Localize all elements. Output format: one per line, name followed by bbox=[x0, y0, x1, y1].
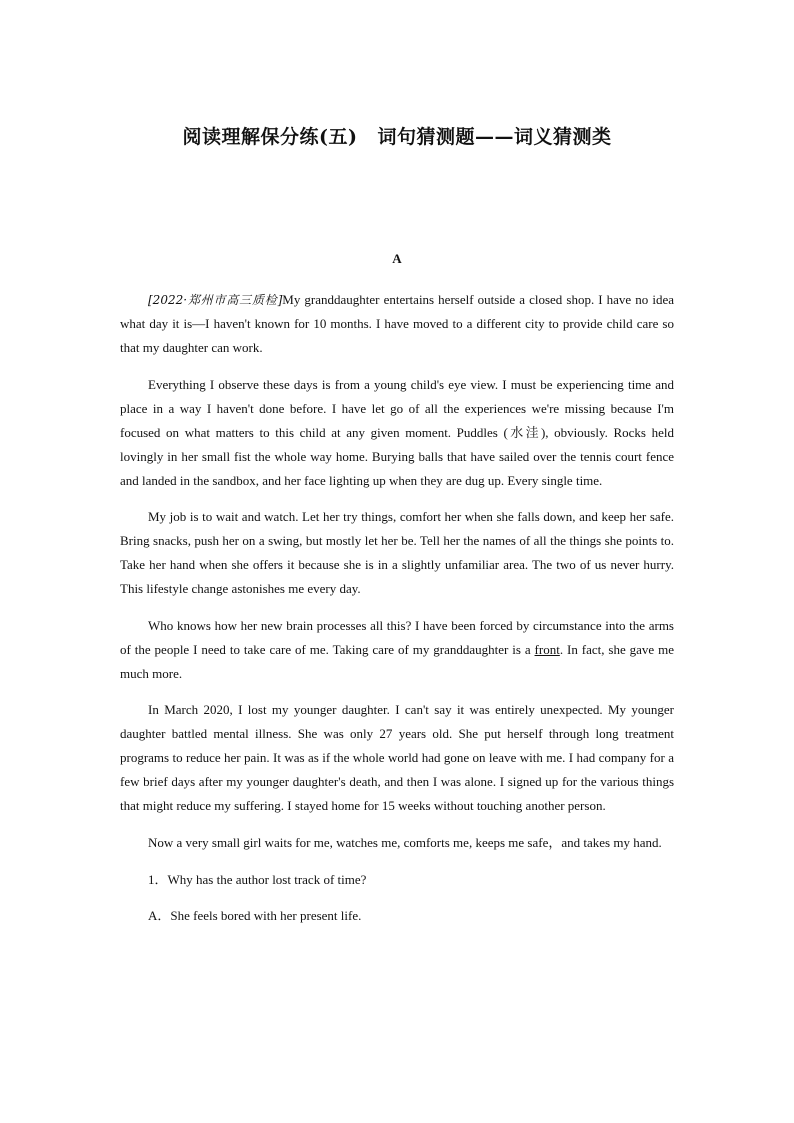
paragraph-3: My job is to wait and watch. Let her try things, comfort her when she falls down, and keep her safe. Bring snacks, push her on a swing, but mostly let her be. Tell her the names of all the things she points to. Take her hand when she offers it because she is in a slightly unfamiliar area. The two of us never hurry. This lifestyle change astonishes me every day. bbox=[120, 509, 674, 597]
paragraph-2: Everything I observe these days is from a young child's eye view. I must be experiencing time and place in a way I haven't done before. I have let go of all the experiences we're missing because I'm focused on what matters to this child at any given moment. Puddles (水洼), obviously. Rocks held lovingly in her small fist the whole way home. Burying balls that have sailed over the tennis court fence and landed in the sandbox, and her face lighting up when they are dug up. Every single time. bbox=[120, 376, 674, 488]
underlined-word: front bbox=[534, 641, 560, 657]
question-1: 1．Why has the author lost track of time? bbox=[148, 871, 367, 887]
paragraph-4 bbox=[120, 614, 674, 686]
page-title bbox=[0, 122, 794, 149]
option-a: A．She feels bored with her present life. bbox=[148, 908, 362, 924]
title-part-2: 词句猜测题——词义猜测类 bbox=[377, 126, 612, 148]
paragraph-5: In March 2020, I lost my younger daughter. I can't say it was entirely unexpected. My younger daughter battled mental illness. She was only 27 years old. She put herself through long treatment programs to reduce her pain. It was as if the whole world had gone on leave with me. I had company for a few brief days after my younger daughter's death, and then I was alone. I signed up for the various things that might reduce my suffering. I stayed home for 15 weeks without touching another person. bbox=[120, 702, 674, 814]
paragraph-4-text-after: . In fact, she gave me much more. bbox=[120, 641, 674, 681]
section-label: A bbox=[392, 251, 402, 266]
title-part-1: 阅读理解保分练(五) bbox=[182, 126, 358, 148]
paragraph-1-text: My granddaughter entertains herself outside a closed shop. I have no idea what day it is—I haven't known for 10 months. I have moved to a different city to provide child care so that my daughter can work. bbox=[120, 292, 674, 355]
paragraph-6: Now a very small girl waits for me, watches me, comforts me, keeps me safe，and takes my hand. bbox=[148, 834, 662, 850]
passage-body bbox=[120, 288, 674, 941]
paragraph-1 bbox=[120, 288, 674, 360]
source-citation: [2022·郑州市高三质检] bbox=[148, 293, 283, 307]
paragraph-4-text-before: Who knows how her new brain processes all this? I have been forced by circumstance into the arms of the people I need to take care of me. Taking care of my granddaughter is a bbox=[120, 617, 674, 657]
